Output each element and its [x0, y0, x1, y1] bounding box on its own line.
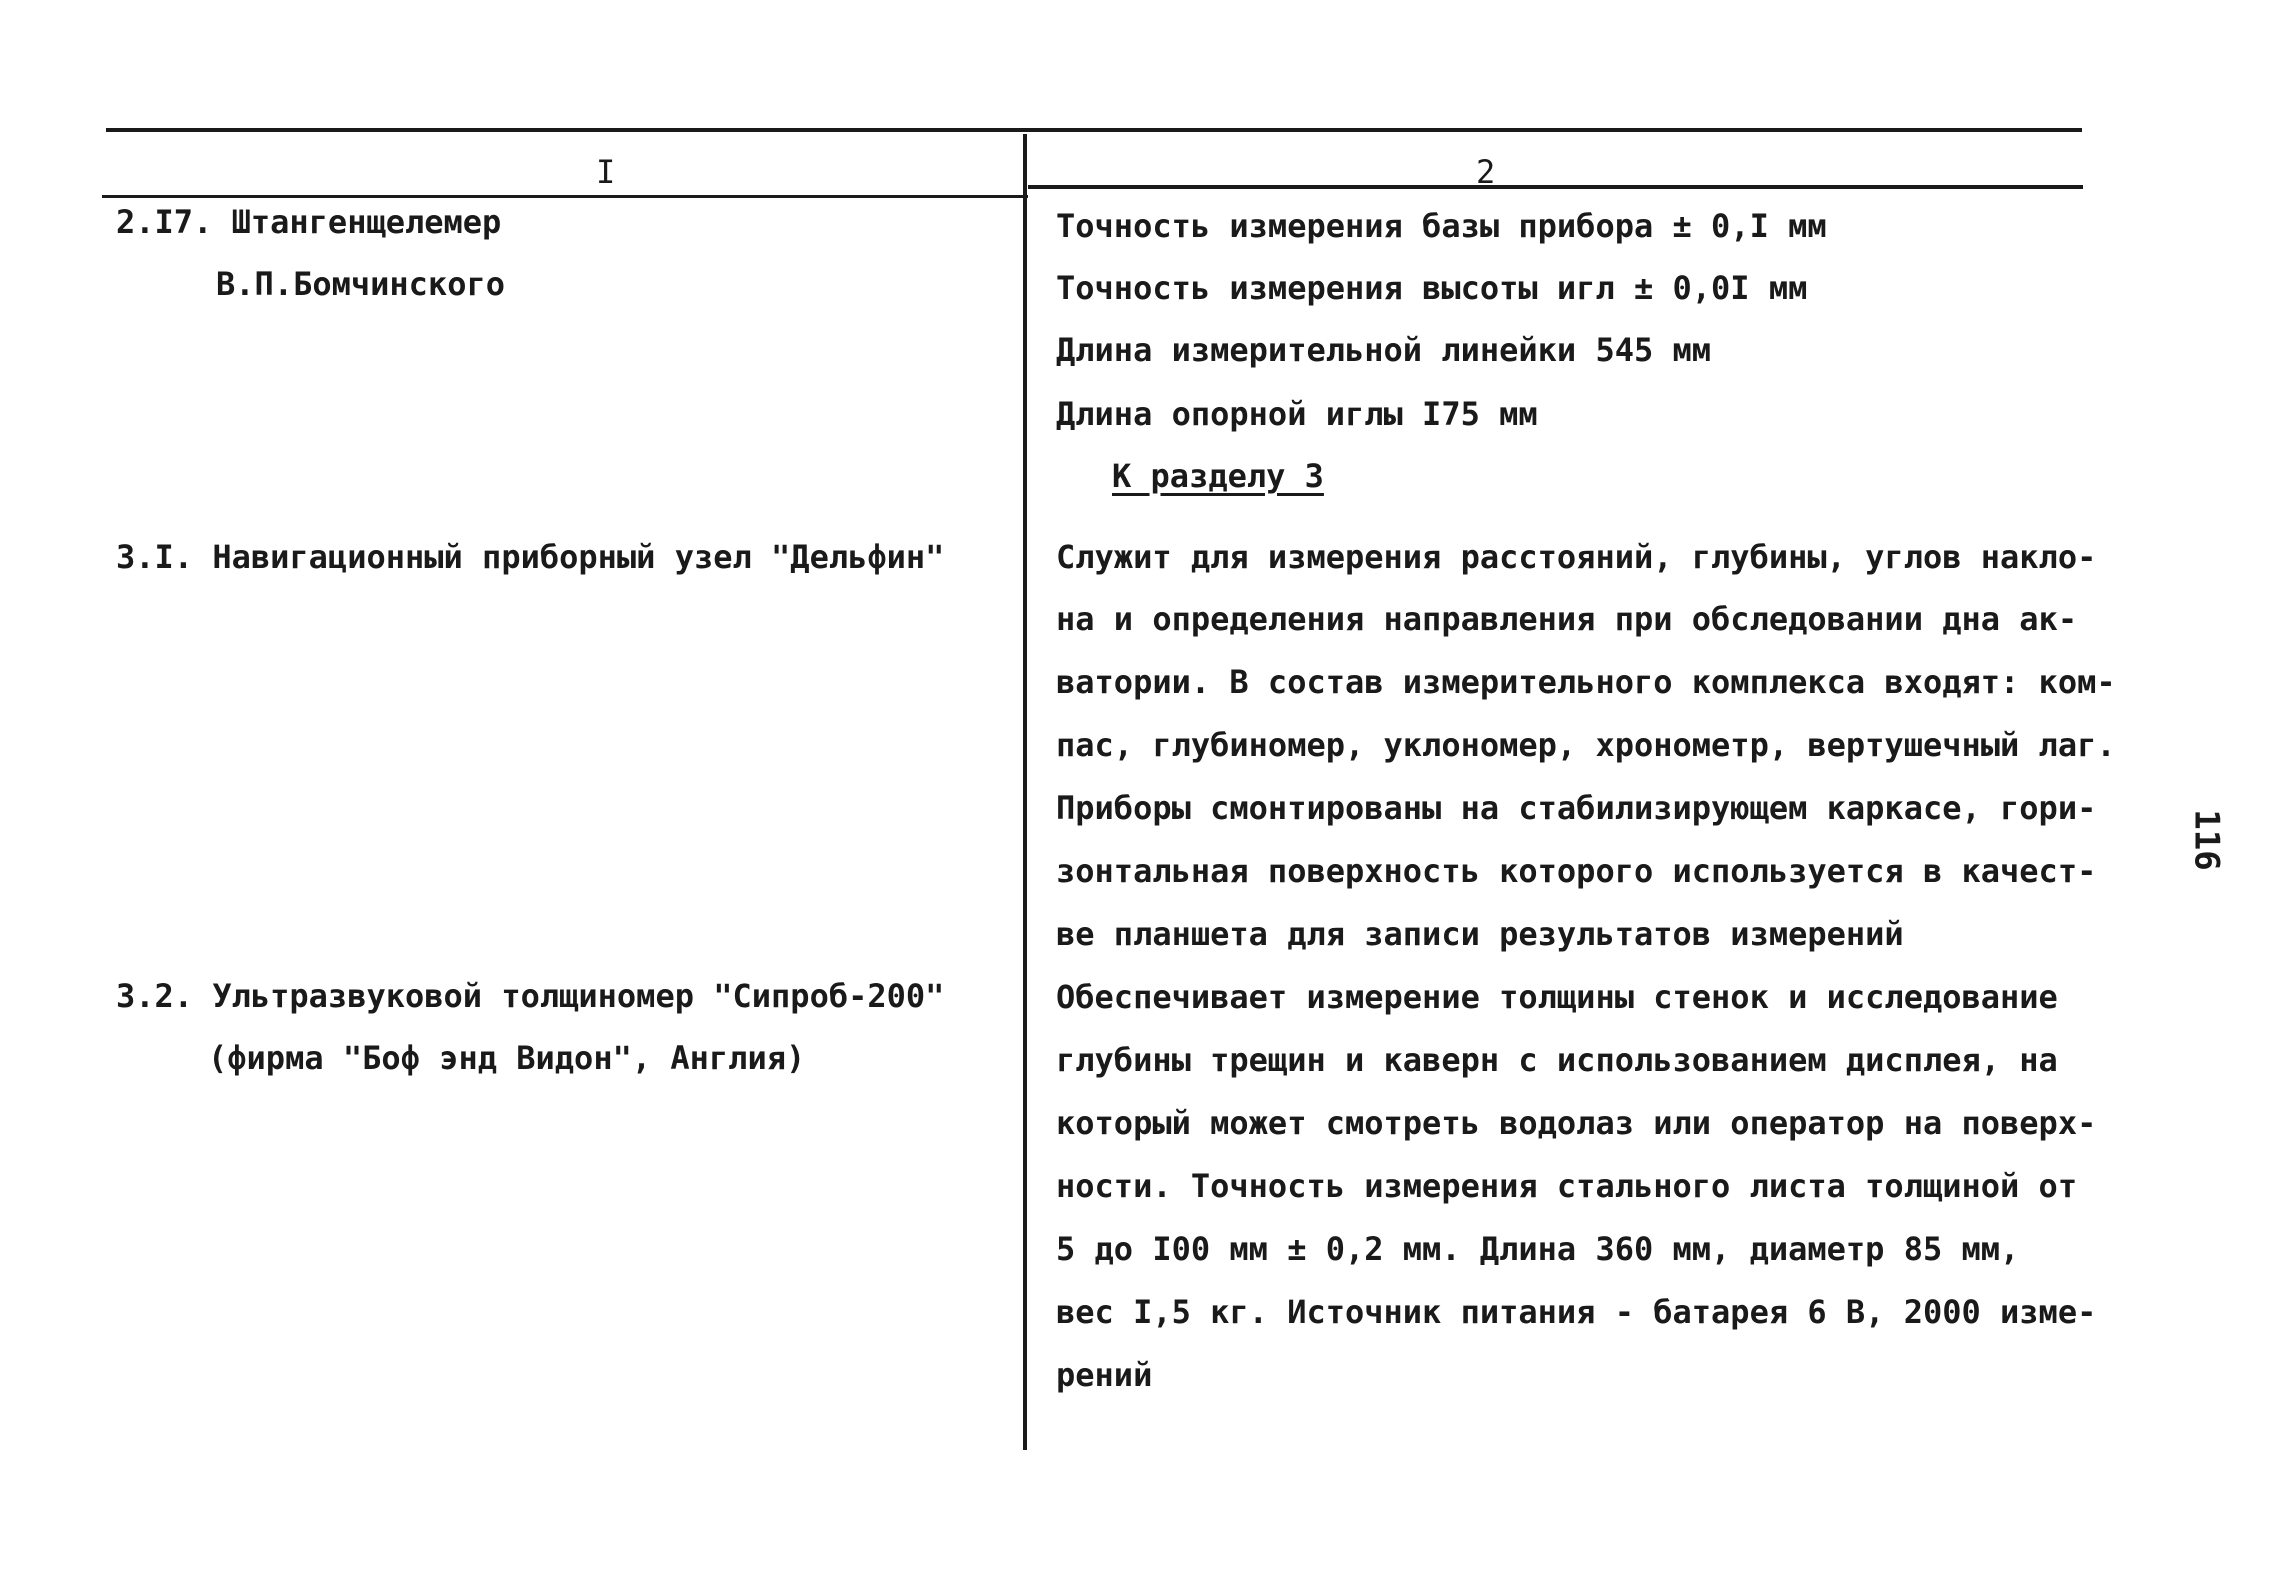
entry-32-desc-line: Обеспечивает измерение толщины стенок и исследование [1056, 978, 2058, 1016]
entry-32-desc-line: глубины трещин и каверн с использованием дисплея, на [1056, 1041, 2058, 1079]
entry-217-desc-line: Точность измерения базы прибора ± 0,I мм [1056, 207, 1827, 245]
entry-31-name: 3.I. Навигационный приборный узел "Дельфин" [116, 538, 945, 576]
entry-217-name-cont: В.П.Бомчинского [216, 265, 505, 303]
entry-31-desc-line: пас, глубиномер, уклономер, хронометр, вертушечный лаг. [1056, 726, 2116, 764]
entry-32-desc-line: вес I,5 кг. Источник питания - батарея 6 В, 2000 изме- [1056, 1293, 2097, 1331]
entry-217-desc-line: Точность измерения высоты игл ± 0,0I мм [1056, 269, 1808, 307]
header-rule-right [1028, 185, 2083, 189]
column-header-1: I [596, 153, 616, 191]
entry-32-desc-line: рений [1056, 1356, 1153, 1394]
table-top-rule [106, 128, 2082, 132]
entry-32-desc-line: ности. Точность измерения стального листа толщиной от [1056, 1167, 2078, 1205]
entry-217-desc-line: Длина измерительной линейки 545 мм [1056, 331, 1712, 369]
entry-31-desc-line: на и определения направления при обследовании дна ак- [1056, 600, 2078, 638]
entry-32-name: 3.2. Ультразвуковой толщиномер "Сипроб-200" [116, 977, 945, 1015]
entry-31-desc-line: ве планшета для записи результатов измерений [1056, 915, 1904, 953]
entry-31-desc-line: Служит для измерения расстояний, глубины, углов накло- [1056, 538, 2097, 576]
entry-217-desc-line: Длина опорной иглы I75 мм [1056, 395, 1538, 433]
column-divider [1023, 134, 1027, 1450]
entry-31-desc-line: Приборы смонтированы на стабилизирующем каркасе, гори- [1056, 789, 2097, 827]
entry-32-desc-line: 5 до I00 мм ± 0,2 мм. Длина 360 мм, диаметр 85 мм, [1056, 1230, 2020, 1268]
column-header-2: 2 [1476, 153, 1496, 191]
page-number: 116 [2186, 809, 2227, 871]
entry-31-desc-line: зонтальная поверхность которого используется в качест- [1056, 852, 2097, 890]
entry-31-desc-line: ватории. В состав измерительного комплекса входят: ком- [1056, 663, 2116, 701]
entry-32-name-cont: (фирма "Боф энд Видон", Англия) [208, 1039, 806, 1077]
entry-217-name: 2.I7. Штангенщелемер [116, 203, 502, 241]
entry-32-desc-line: который может смотреть водолаз или оператор на поверх- [1056, 1104, 2097, 1142]
header-rule-left [102, 195, 1028, 198]
section-heading: К разделу 3 [1112, 457, 1324, 495]
